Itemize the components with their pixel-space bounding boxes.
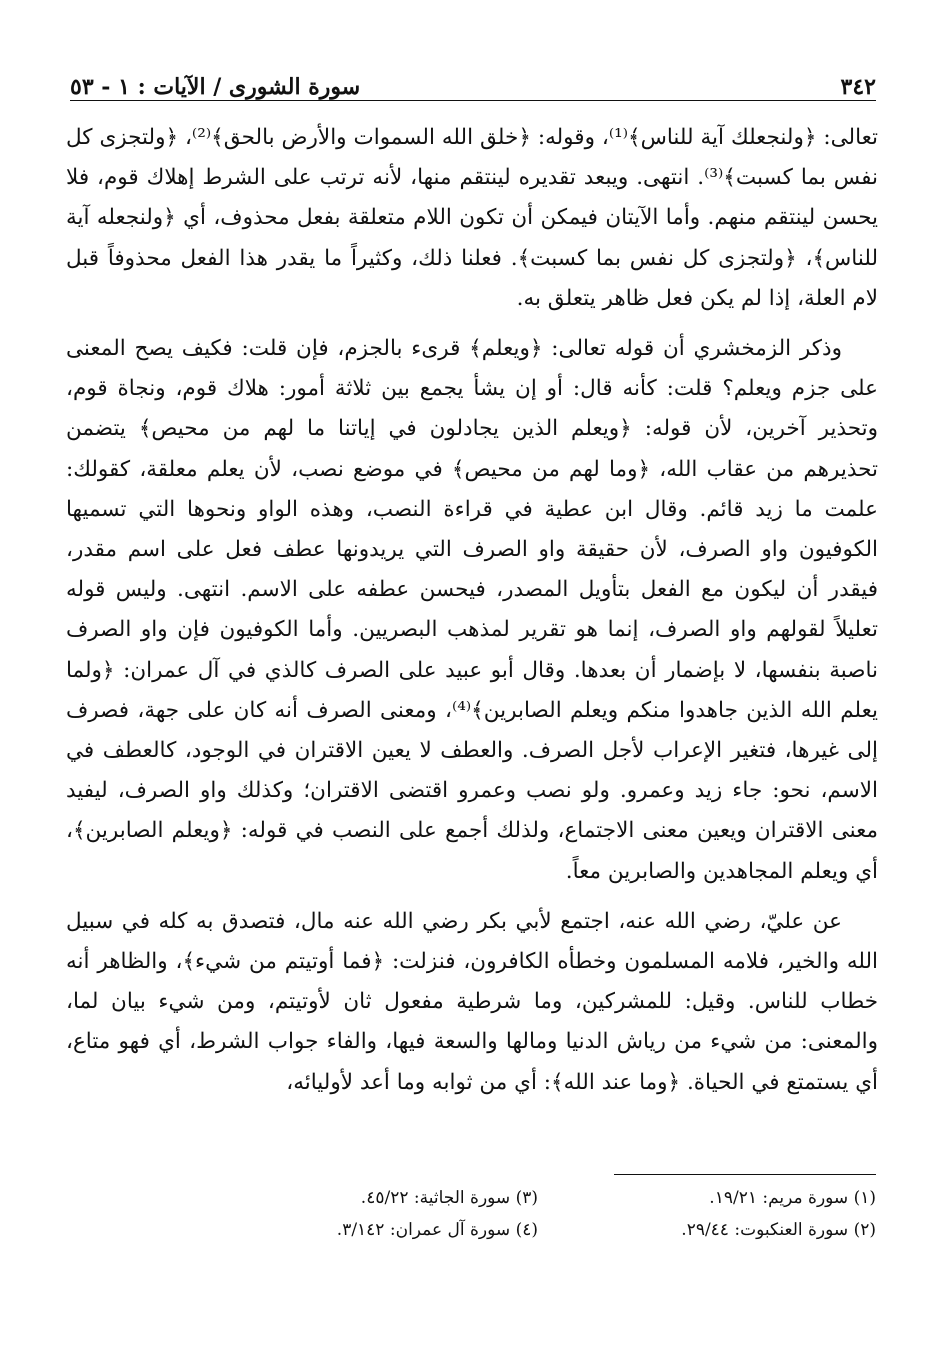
running-header xyxy=(70,62,876,101)
footnote-4: (٤) سورة آل عمران: ٣/١٤٢. xyxy=(336,1220,538,1240)
page-number: ٣٤٢ xyxy=(840,74,876,100)
paragraph-3: عن عليّ، رضي الله عنه، اجتمع لأبي بكر رضي الله عنه مال، فتصدق به كله في سبيل الله والخير، فلامه المسلمون وخطأه الكافرون، فنزلت: ﴿فما أوتيتم من شيء﴾، والظاهر أنه خطاب للناس. وقيل: للمشركين، وما شرطية مفعول ثان لأوتيتم، ومن شيء بيان لما، والمعنى: من شيء من رياش الدنيا ومالها والسعة فيها، والفاء جواب الشرط، أي فهو متاع، أي يستمتع في الحياة. ﴿وما عند الله﴾: أي من ثوابه وما أعد لأوليائه، xyxy=(66,908,878,1095)
running-title: سورة الشورى / الآيات : ١ - ٥٣ xyxy=(70,74,361,100)
footnotes xyxy=(240,1182,876,1246)
footnote-separator xyxy=(614,1174,876,1175)
footnote-2: (٢) سورة العنكبوت: ٢٩/٤٤. xyxy=(681,1220,876,1240)
paragraph-2: وذكر الزمخشري أن قوله تعالى: ﴿ويعلم﴾ قرىء بالجزم، فإن قلت: فكيف يصح المعنى على جزم ويعلم؟ قلت: كأنه قال: أو إن يشأ يجمع بين ثلاثة أمور: هلاك قوم، ونجاة قوم، وتحذير آخرين، لأن قوله: ﴿ويعلم الذين يجادلون في إياتنا ما لهم من محيص﴾ يتضمن تحذيرهم من عقاب الله، ﴿وما لهم من محيص﴾ في موضع نصب، لأن يعلم معلقة، كقولك: علمت ما زيد قائم. وقال ابن عطية في قراءة النصب، وهذه الواو ونحوها التي تسميها الكوفيون واو الصرف، لأن حقيقة واو الصرف التي يريدونها عطف فعل على اسم مقدر، فيقدر أن ليكون مع الفعل بتأويل المصدر، فيحسن عطفه على الاسم. انتهى. وليس قوله تعليلاً لقولهم واو الصرف، إنما هو تقرير لمذهب البصريين. وأما الكوفيون فإن واو الصرف ناصبة بنفسها، لا بإضمار أن بعدها. وقال أبو عبيد على الصرف كالذي في آل عمران: ﴿ولما يعلم الله الذين جاهدوا منكم ويعلم الصابرين﴾⁽⁴⁾، ومعنى الصرف أنه كان على جهة، فصرف إلى غيرها، فتغير الإعراب لأجل الصرف. والعطف لا يعين الاقتران في الوجود، كالعطف في الاسم، نحو: جاء زيد وعمرو. ولو نصب وعمرو اقتضى الاقتران؛ وكذلك واو الصرف، ليفيد معنى الاقتران ويعين معنى الاجتماع، ولذلك أجمع على النصب في قوله: ﴿ويعلم الصابرين﴾، أي ويعلم المجاهدين والصابرين معاً. xyxy=(66,336,878,884)
footnote-1: (١) سورة مريم: ١٩/٢١. xyxy=(709,1188,876,1208)
footnote-3: (٣) سورة الجاثية: ٤٥/٢٢. xyxy=(360,1188,538,1208)
main-text xyxy=(66,118,878,1103)
paragraph-1: تعالى: ﴿ولنجعلك آية للناس﴾⁽¹⁾، وقوله: ﴿خلق الله السموات والأرض بالحق﴾⁽²⁾، ﴿ولتجزى كل نفس بما كسبت﴾⁽³⁾. انتهى. ويبعد تقديره لينتقم منها، لأنه ترتب على الشرط إهلاك قوم، فلا يحسن لينتقم منهم. وأما الآيتان فيمكن أن تكون اللام متعلقة بفعل محذوف، أي ﴿ولنجعله آية للناس﴾، ﴿ولتجزى كل نفس بما كسبت﴾. فعلنا ذلك، وكثيراً ما يقدر هذا الفعل محذوفاً قبل لام العلة، إذا لم يكن فعل ظاهر يتعلق به. xyxy=(66,125,879,311)
